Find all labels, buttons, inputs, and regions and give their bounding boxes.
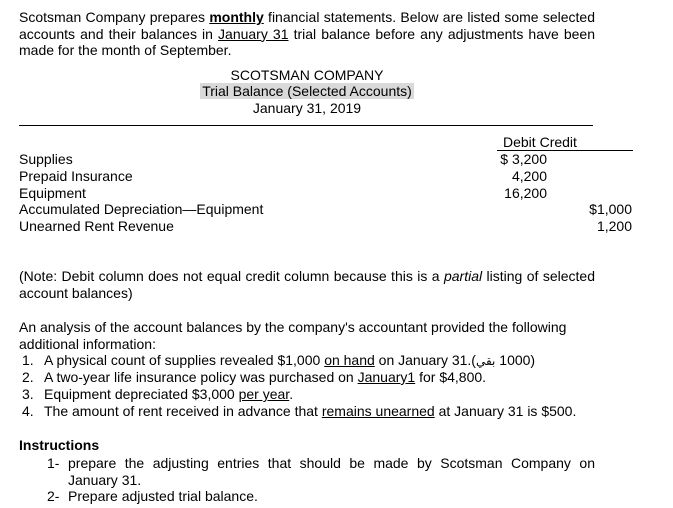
debit-header: Debit [503,134,536,150]
statement-date: January 31, 2019 [252,100,362,116]
account-name: Accumulated Depreciation—Equipment [19,201,264,217]
statement-title: Trial Balance (Selected Accounts) [202,83,412,99]
statement-title-wrap [150,83,464,100]
debit-amount: $ 3,200 [500,151,547,167]
account-row [19,201,263,218]
list-number: 1. [22,352,34,368]
credit-header: Credit [539,134,577,150]
list-number: 4. [22,403,34,419]
arabic-note: بقي [475,354,496,368]
account-row [19,151,73,168]
list-item: A physical count of supplies revealed $1,000 on hand on January 31.(بقي 1000) [44,352,536,368]
list-number: 2. [22,369,34,385]
partial-emphasis: partial [443,268,483,284]
instruction-number: 1- [47,455,60,471]
account-name: Unearned Rent Revenue [19,218,174,234]
list-item: Equipment depreciated $3,000 per year. [44,386,294,402]
account-row [19,218,174,235]
january-31-underlined: January 31 [218,25,289,42]
note-paragraph: (Note: Debit column does not equal credit column because this is a partial listing of selected account balances) [19,268,595,301]
credit-amount: $1,000 [589,201,632,217]
account-row [19,185,86,202]
header-divider [19,125,593,126]
company-name: SCOTSMAN COMPANY [230,67,384,83]
debit-amount: 4,200 [511,168,547,184]
account-name: Equipment [19,185,86,201]
list-item: The amount of rent received in advance that remains unearned at January 31 is $500. [44,403,577,419]
credit-amount: 1,200 [596,218,632,234]
instructions-heading: Instructions [19,437,100,453]
column-headers [503,134,633,151]
list-number: 3. [22,386,34,402]
instruction-item: Prepare adjusted trial balance. [68,488,258,504]
analysis-intro: An analysis of the account balances by the company's accountant provided the following additional information: [19,319,567,352]
list-item: A two-year life insurance policy was purchased on January1 for $4,800. [44,369,487,385]
intro-paragraph: Scotsman Company prepares monthly financial statements. Below are listed some selected accounts and their balances in January 31 trial balance before any adjustments have been made for the month of September. [19,9,596,58]
monthly-emphasis: monthly [209,9,264,25]
account-name: Prepaid Insurance [19,168,133,184]
account-row [19,168,133,185]
debit-amount: 16,200 [504,185,547,201]
instruction-number: 2- [47,488,60,504]
account-name: Supplies [19,151,73,167]
instruction-item: prepare the adjusting entries that should be made by Scotsman Company on January 31. [68,455,595,488]
